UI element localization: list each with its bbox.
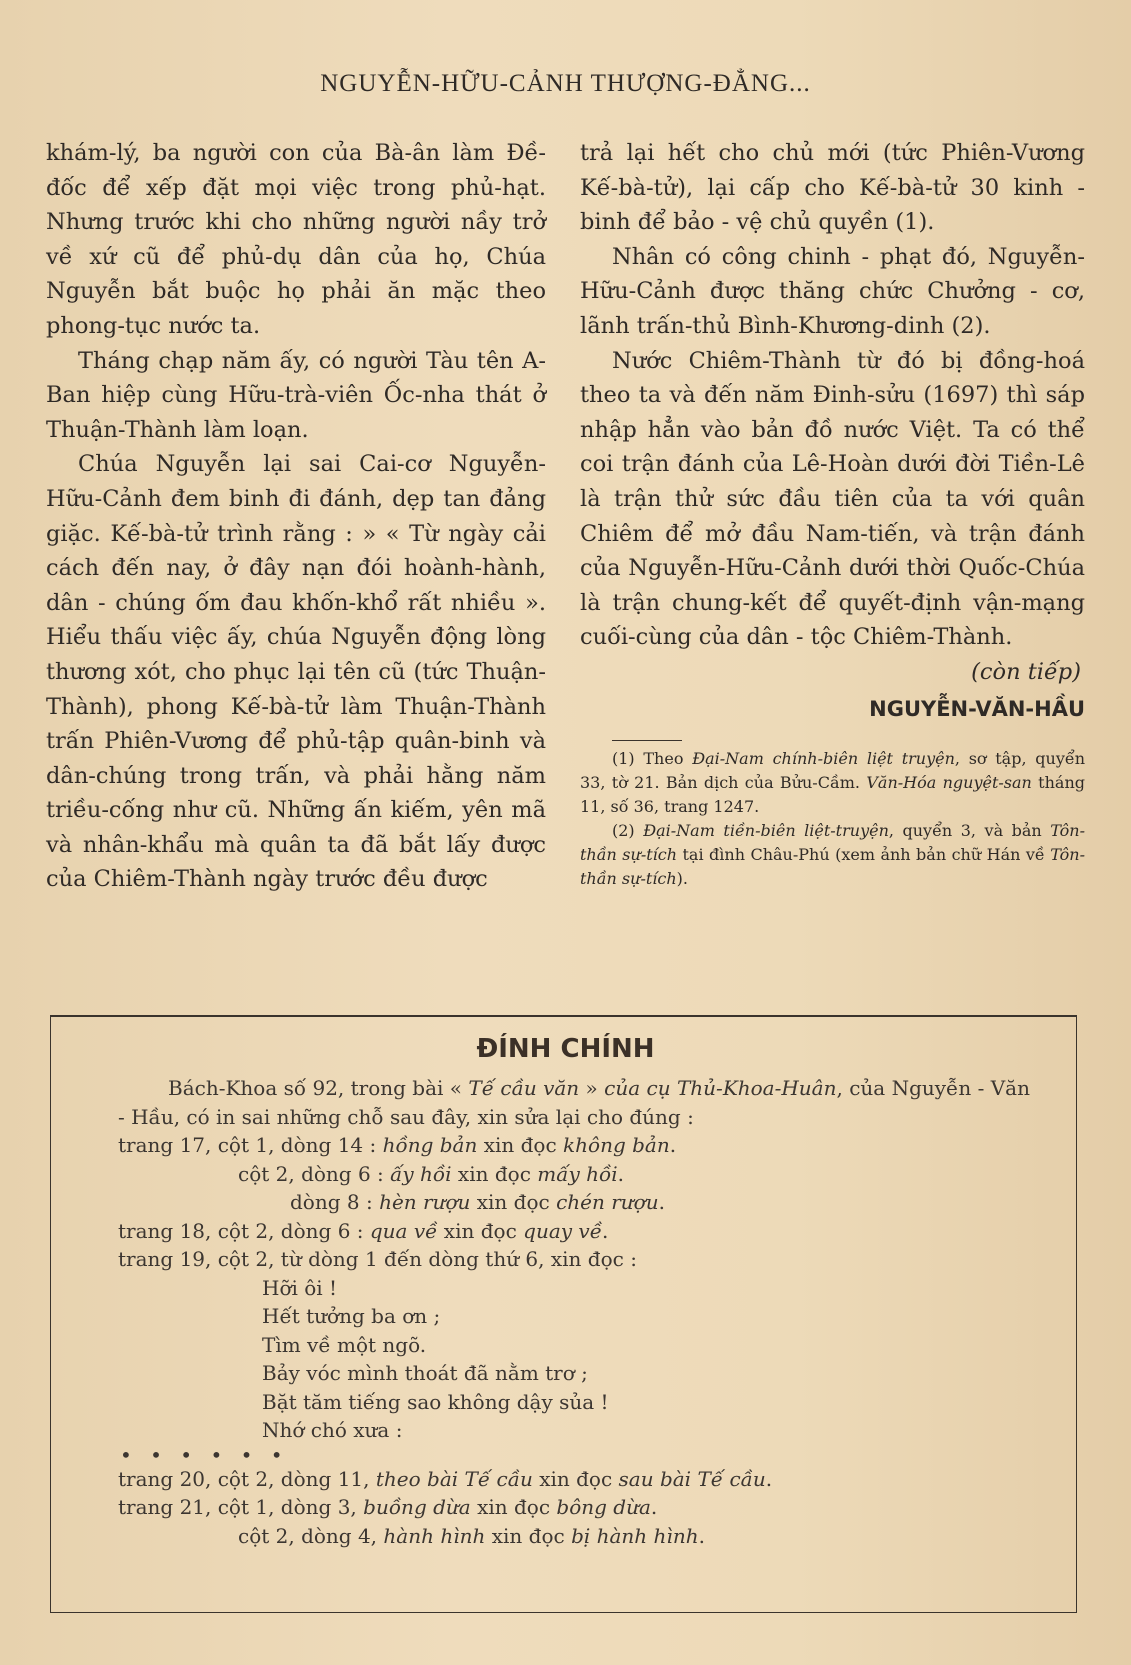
errata-title: ĐÍNH CHÍNH xyxy=(476,1034,655,1064)
poem-line: Hỡi ôi ! xyxy=(262,1275,338,1300)
errata-line: dòng 8 : hèn rượu xin đọc chén rượu. xyxy=(290,1190,665,1214)
footnote-rule xyxy=(612,740,682,741)
errata-line: trang 21, cột 1, dòng 3, buồng dừa xin đọc bông dừa. xyxy=(118,1495,658,1519)
errata-line: trang 18, cột 2, dòng 6 : qua về xin đọc quay về. xyxy=(118,1218,609,1243)
poem-line: Tìm về một ngõ. xyxy=(262,1332,427,1357)
continued-note: (còn tiếp) xyxy=(971,658,1081,685)
errata-line: trang 19, cột 2, từ dòng 1 đến dòng thứ 6, xin đọc : xyxy=(118,1247,637,1271)
left-para-3: Chúa Nguyễn lại sai Cai-cơ Nguyễn-Hữu-Cảnh đem binh đi đánh, dẹp tan đảng giặc. Kế-bà-tử trình rằng : » « Từ ngày cải cách đến nay, ở đây nạn đói hoành-hành, dân - chúng ốm đau khốn-khổ rất nhiều ». Hiểu thấu việc ấy, chúa Nguyễn động lòng thương xót, cho phục lại tên cũ (tức Thuận-Thành), phong Kế-bà-tử làm Thuận-Thành trấn Phiên-Vương để phủ-tập quân-binh và dân-chúng trong trấn, và phải hằng năm triều-cống như cũ. Những ấn kiếm, yên mã và nhân-khẩu mà quân ta đã bắt lấy được của Chiêm-Thành ngày trước đều được xyxy=(46,451,546,893)
poem-line: Bảy vóc mình thoát đã nằm trơ ; xyxy=(262,1361,588,1385)
left-para-2: Tháng chạp năm ấy, có người Tàu tên A-Ban hiệp cùng Hữu-trà-viên Ốc-nha thát ở Thuận-Thành làm loạn. xyxy=(46,347,546,443)
errata-ellipsis: • • • • • • xyxy=(120,1442,289,1467)
errata-list-2 xyxy=(118,1465,1038,1551)
errata-body xyxy=(118,1074,1038,1550)
errata-list xyxy=(118,1131,1038,1274)
errata-poem xyxy=(118,1274,1038,1445)
right-para-2: Nhân có công chinh - phạt đó, Nguyễn-Hữu-Cảnh được thăng chức Chưởng - cơ, lãnh trấn-thủ Bình-Khương-dinh (2). xyxy=(580,243,1085,339)
footnote-2: (2) Đại-Nam tiền-biên liệt-truyện, quyển 3, và bản Tôn-thần sự-tích tại đình Châu-Phú (xem ảnh bản chữ Hán về Tôn-thần sự-tích). xyxy=(580,821,1086,889)
running-head: NGUYỄN-HỮU-CẢNH THƯỢNG-ĐẲNG... xyxy=(320,70,811,97)
right-column xyxy=(580,136,1085,891)
errata-intro: Bách-Khoa số 92, trong bài « Tế cầu văn » của cụ Thủ-Khoa-Huân, của Nguyễn - Văn - Hầu, có in sai những chỗ sau đây, xin sửa lại cho đúng : xyxy=(118,1076,1030,1129)
errata-line: trang 17, cột 1, dòng 14 : hồng bản xin đọc không bản. xyxy=(118,1133,677,1157)
footnote-1: (1) Theo Đại-Nam chính-biên liệt truyện, sơ tập, quyển 33, tờ 21. Bản dịch của Bửu-Cầm. Văn-Hóa nguyệt-san tháng 11, số 36, trang 1247. xyxy=(580,749,1086,817)
left-column xyxy=(46,136,546,897)
right-para-1: trả lại hết cho chủ mới (tức Phiên-Vương Kế-bà-tử), lại cấp cho Kế-bà-tử 30 kinh - binh để bảo - vệ chủ quyền (1). xyxy=(580,140,1085,236)
author-name: NGUYỄN-VĂN-HẦU xyxy=(869,696,1085,721)
left-para-1: khám-lý, ba người con của Bà-ân làm Đề-đốc để xếp đặt mọi việc trong phủ-hạt. Nhưng trước khi cho những người nầy trở về xứ cũ để phủ-dụ dân của họ, Chúa Nguyễn bắt buộc họ phải ăn mặc theo phong-tục nước ta. xyxy=(46,140,546,339)
poem-line: Hết tưởng ba ơn ; xyxy=(262,1304,441,1328)
errata-line: cột 2, dòng 4, hành hình xin đọc bị hành hình. xyxy=(238,1523,705,1548)
errata-line: cột 2, dòng 6 : ấy hồi xin đọc mấy hồi. xyxy=(238,1161,625,1186)
poem-line: Nhớ chó xưa : xyxy=(262,1418,403,1442)
poem-line: Bặt tăm tiếng sao không dậy sủa ! xyxy=(262,1389,609,1414)
right-para-3: Nước Chiêm-Thành từ đó bị đồng-hoá theo ta và đến năm Đinh-sửu (1697) thì sáp nhập hẳn vào bản đồ nước Việt. Ta có thể coi trận đánh của Lê-Hoàn dưới đời Tiền-Lê là trận thử sức đầu tiên của ta với quân Chiêm để mở đầu Nam-tiến, và trận đánh của Nguyễn-Hữu-Cảnh dưới thời Quốc-Chúa là trận chung-kết để quyết-định vận-mạng cuối-cùng của dân - tộc Chiêm-Thành. xyxy=(580,347,1085,651)
errata-line: trang 20, cột 2, dòng 11, theo bài Tế cầu xin đọc sau bài Tế cầu. xyxy=(118,1466,773,1491)
